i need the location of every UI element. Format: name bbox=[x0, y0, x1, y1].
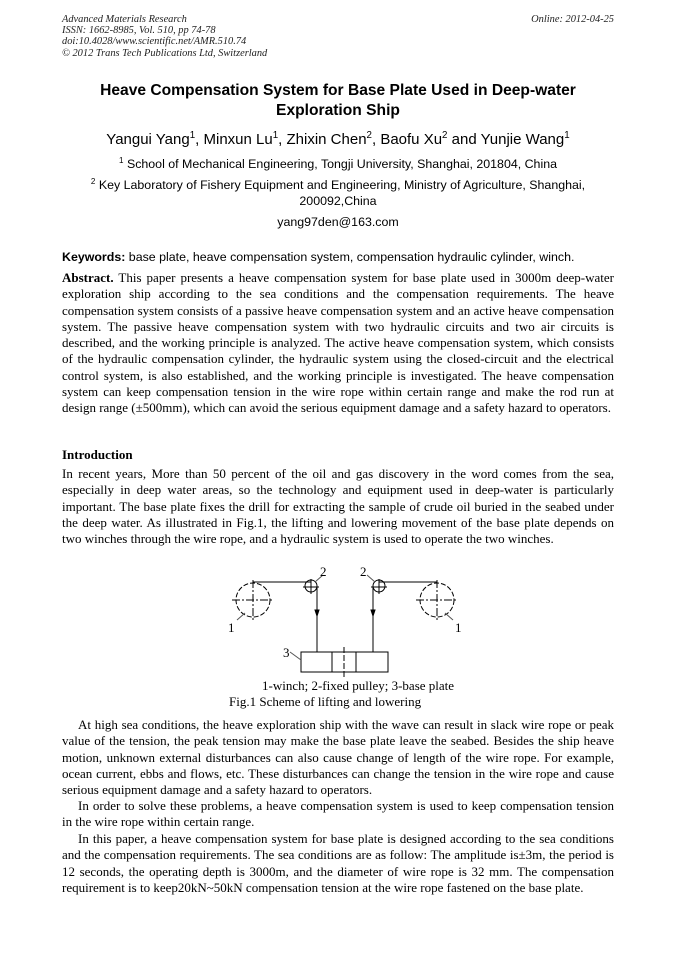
base-plate bbox=[301, 647, 388, 677]
copyright: © 2012 Trans Tech Publications Ltd, Switzerland bbox=[62, 47, 268, 59]
keywords-label: Keywords: bbox=[62, 250, 126, 264]
aff-mark: 1 bbox=[564, 130, 570, 141]
email: yang97den@163.com bbox=[277, 215, 399, 229]
sep: and bbox=[447, 131, 481, 148]
label-winch: 1 bbox=[228, 620, 235, 635]
online-date: Online: 2012-04-25 bbox=[531, 14, 614, 25]
leader-lines bbox=[237, 575, 453, 660]
section-heading: Introduction bbox=[62, 447, 133, 462]
paragraph: In this paper, a heave compensation system for base plate is designed according to the sea conditions and the compensation requirements. The sea conditions are as follow: The amplitude is±3m, the period is 12 seconds, the operating depth is 3000m, and the diameter of wire rope is 32 mm. The compensation requirement is to keep20kN~50kN compensation tension at the wire rope fastened on the base plate. bbox=[62, 831, 614, 895]
aff-mark: 2 bbox=[366, 130, 372, 141]
author: Baofu Xu bbox=[380, 131, 443, 148]
label-plate: 3 bbox=[283, 645, 290, 660]
aff-mark: 1 bbox=[272, 130, 279, 141]
doi: doi:10.4028/www.scientific.net/AMR.510.74 bbox=[62, 36, 247, 48]
aff-text: Key Laboratory of Fishery Equipment and Engineering, Ministry of Agriculture, Shanghai, 200092,China bbox=[95, 178, 586, 208]
keywords-text: base plate, heave compensation system, compensation hydraulic cylinder, winch. bbox=[125, 250, 575, 264]
figure-legend: 1-winch; 2-fixed pulley; 3-base plate bbox=[262, 678, 455, 693]
author: Yangui Yang bbox=[106, 131, 190, 148]
aff-text: School of Mechanical Engineering, Tongji University, Shanghai, 201804, China bbox=[123, 157, 557, 171]
paragraph: In order to solve these problems, a heave compensation system is used to keep compensation tension in the wire rope within certain range. bbox=[62, 798, 614, 830]
abstract-text: This paper presents a heave compensation system for base plate used in 3000m deep-water exploration ship according to the sea conditions and the compensation requirements. The heave compensation system consists of a passive heave compensation system and an active heave compensation system. The passive heave compensation system with two hydraulic circuits and two air circuits is described, and the working principle is analyzed. The active heave compensation system, which consists of the hydraulic compensation cylinder, the hydraulic system using the closed-circuit and the electrical control system, is also established, and the working principle is investigated. The heave compensation system can keep compensation tension in the wire rope within certain range and make the rod run at design range (±500mm), which can avoid the serious equipment damage and a safety hazard to operators. bbox=[62, 270, 614, 416]
sep: , bbox=[371, 131, 381, 148]
journal-name: Advanced Materials Research bbox=[62, 14, 187, 25]
winch-right bbox=[416, 580, 458, 620]
label-pulley: 2 bbox=[320, 564, 327, 579]
author: Yunjie Wang bbox=[480, 131, 565, 148]
aff-mark: 1 bbox=[189, 130, 196, 141]
paper-title: Heave Compensation System for Base Plate Used in Deep-water Exploration Ship bbox=[100, 82, 576, 119]
label-pulley: 2 bbox=[360, 564, 367, 579]
author: Zhixin Chen bbox=[286, 131, 367, 148]
wire-rope bbox=[253, 582, 437, 652]
abstract-label: Abstract. bbox=[62, 270, 114, 285]
paragraph: In recent years, More than 50 percent of the oil and gas discovery in the word comes from the sea, especially in deep water areas, so the technology and equipment used in deep-water is particularly important. The base plate fixes the drill for extracting the sample of crude oil buried in the seabed under the deep water. As illustrated in Fig.1, the lifting and lowering movement of the base plate depends on two winches through the wire rope, and a hydraulic system is used to operate the two winches. bbox=[62, 466, 614, 547]
aff-mark: 2 bbox=[90, 176, 96, 186]
paragraph: At high sea conditions, the heave exploration ship with the wave can result in slack wire rope or peak value of the tension, the peak tension may make the base plate leave the seabed. Besides the ship heave motion, unknown external disturbances can also cause change of length of the wire rope. For example, ocean current, ebbs and flows, etc. These disturbances can change the tension in the wire rope and cause serious equipment damage and a safety hazard to operators. bbox=[62, 717, 614, 798]
aff-mark: 1 bbox=[119, 155, 124, 165]
author: Minxun Lu bbox=[203, 131, 273, 148]
sep: , bbox=[278, 131, 287, 148]
figure-caption: Fig.1 Scheme of lifting and lowering bbox=[229, 694, 422, 709]
aff-mark: 2 bbox=[442, 130, 448, 141]
winch-left bbox=[232, 580, 274, 620]
issn: ISSN: 1662-8985, Vol. 510, pp 74-78 bbox=[62, 25, 216, 37]
label-winch: 1 bbox=[455, 620, 462, 635]
sep: , bbox=[195, 131, 204, 148]
